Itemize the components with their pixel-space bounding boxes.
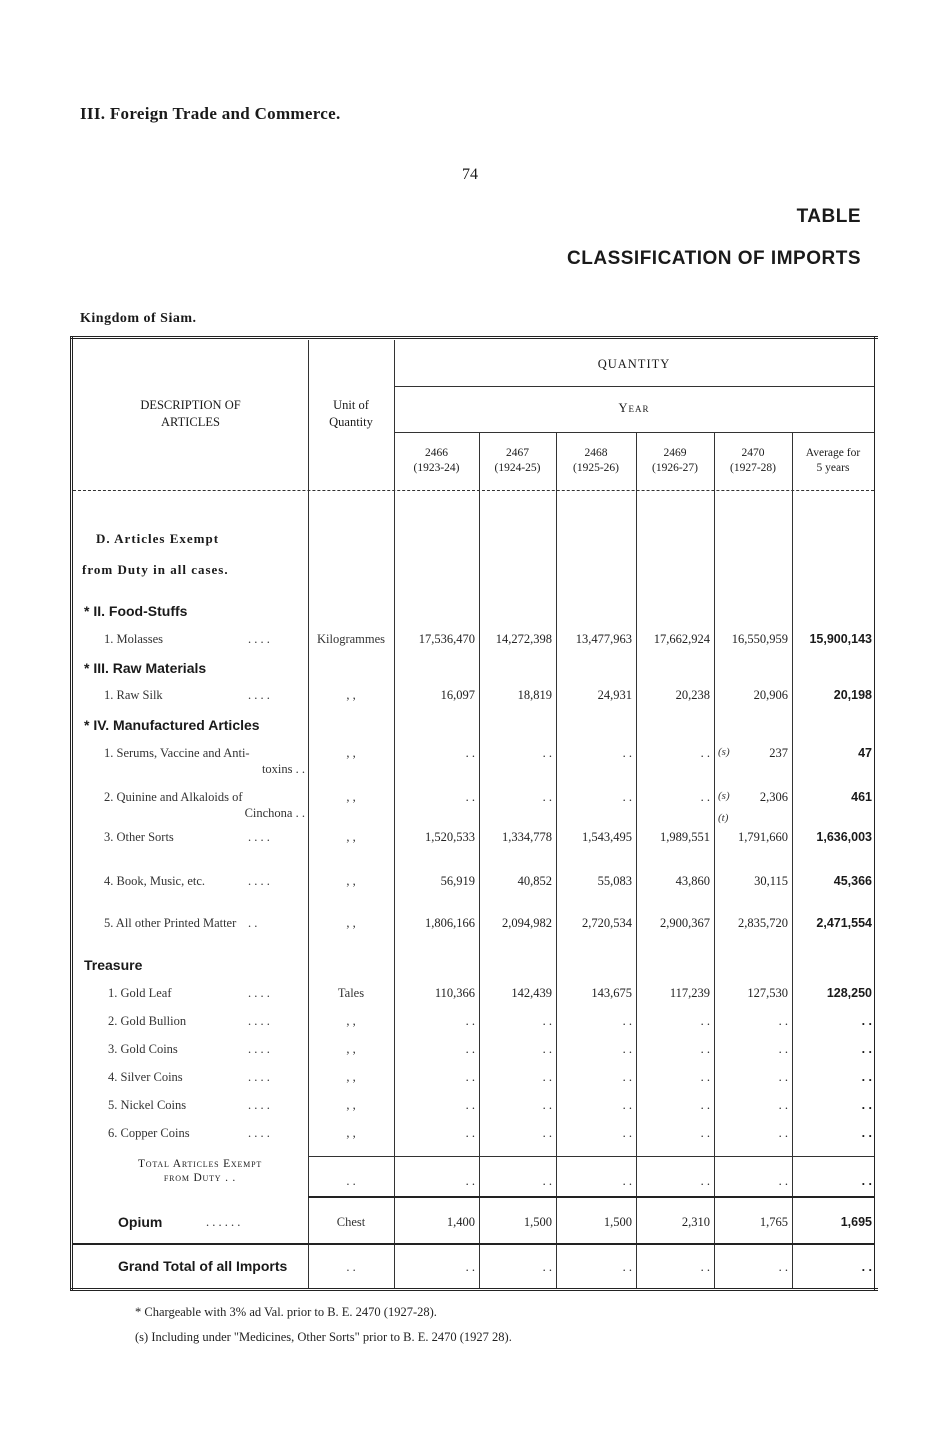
row-dots: . . . . — [248, 1042, 270, 1056]
row-value: 18,819 — [517, 688, 552, 702]
row-value: 1,334,778 — [502, 830, 552, 844]
year-be: 2470 — [741, 447, 765, 459]
row-value: . . — [465, 746, 475, 760]
unit-header-line: Quantity — [329, 415, 373, 429]
total-exempt-value: . . — [622, 1174, 632, 1188]
row-label: 4. Silver Coins — [108, 1070, 183, 1084]
year-ad: (1927-28) — [730, 462, 776, 474]
row-value: . . — [700, 1070, 710, 1084]
row-label: 3. Other Sorts — [104, 830, 174, 844]
row-dots: . . . . — [248, 1070, 270, 1084]
row-average: 1,636,003 — [816, 830, 872, 844]
row-average: 15,900,143 — [809, 632, 872, 646]
row-label: 5. All other Printed Matter — [104, 916, 237, 930]
col-separator — [792, 432, 793, 1288]
raw-materials-heading: * III. Raw Materials — [84, 660, 207, 676]
year-column-header — [556, 446, 636, 476]
description-header-line: ARTICLES — [161, 415, 220, 429]
row-footnote-mark: (s) — [718, 746, 730, 758]
row-value: . . — [700, 1126, 710, 1140]
row-value: . . — [542, 790, 552, 804]
col-separator — [556, 432, 557, 1288]
row-value: . . — [542, 1126, 552, 1140]
year-header: Year — [618, 401, 650, 415]
row-average: 128,250 — [826, 986, 872, 1000]
row-dots: . . . . — [248, 830, 270, 844]
row-value: 17,536,470 — [418, 632, 475, 646]
row-unit: , , — [346, 1098, 356, 1112]
row-value: . . — [542, 1098, 552, 1112]
total-exempt-value: . . — [465, 1174, 475, 1188]
row-value: . . — [622, 790, 632, 804]
footnote-including: (s) Including under "Medicines, Other Sorts" prior to B. E. 2470 (1927 28). — [135, 1330, 512, 1344]
row-footnote-mark: (s) — [718, 790, 730, 802]
section-title: III. Foreign Trade and Commerce. — [80, 104, 341, 123]
section-d-heading: D. Articles Exempt — [96, 531, 220, 546]
grand-total-value: . . — [700, 1260, 710, 1274]
row-value: . . — [778, 1014, 788, 1028]
grand-total-label: Grand Total of all Imports — [118, 1258, 288, 1274]
opium-dots: . . . . . . — [206, 1215, 241, 1229]
year-be: 2469 — [663, 447, 687, 459]
col-separator — [308, 340, 309, 1288]
row-value: . . — [542, 1042, 552, 1056]
row-value: 40,852 — [517, 874, 552, 888]
row-average: . . — [861, 1070, 872, 1084]
row-value: 14,272,398 — [495, 632, 552, 646]
average-header-line: 5 years — [816, 462, 850, 474]
row-label: 1. Serums, Vaccine and Anti- — [104, 746, 250, 760]
row-value: . . — [542, 1070, 552, 1084]
year-column-header — [714, 446, 792, 476]
row-value: . . — [778, 1042, 788, 1056]
row-value: . . — [622, 1098, 632, 1112]
header-rule — [394, 432, 874, 433]
row-value: 1,806,166 — [425, 916, 475, 930]
row-label: 4. Book, Music, etc. — [104, 874, 206, 888]
row-value: . . — [622, 1070, 632, 1084]
row-unit: , , — [346, 1070, 356, 1084]
row-dots: . . . . — [248, 688, 270, 702]
row-value: . . — [465, 1014, 475, 1028]
grand-total-unit: . . — [346, 1260, 356, 1274]
row-value: . . — [700, 746, 710, 760]
row-average: 20,198 — [833, 688, 872, 702]
row-average: . . — [861, 1126, 872, 1140]
year-ad: (1925-26) — [573, 462, 619, 474]
table-left-rule — [70, 336, 73, 1291]
row-unit: , , — [346, 916, 356, 930]
total-rule — [308, 1156, 874, 1157]
total-exempt-label — [100, 1157, 300, 1185]
table-label: TABLE — [796, 206, 861, 227]
col-separator — [636, 432, 637, 1288]
row-value: 1,791,660 — [738, 830, 788, 844]
row-value: . . — [622, 1042, 632, 1056]
row-value: . . — [778, 1098, 788, 1112]
row-value: 20,906 — [753, 688, 788, 702]
row-value: . . — [465, 790, 475, 804]
row-value: 43,860 — [675, 874, 710, 888]
row-value: . . — [465, 1126, 475, 1140]
row-value: . . — [465, 1042, 475, 1056]
year-be: 2467 — [506, 447, 529, 459]
row-average: 461 — [851, 790, 872, 804]
year-column-header — [479, 446, 556, 476]
row-value: . . — [700, 790, 710, 804]
row-value: 117,239 — [669, 986, 710, 1000]
row-value: . . — [700, 1014, 710, 1028]
total-exempt-unit: . . — [346, 1174, 356, 1188]
row-value: 2,720,534 — [582, 916, 632, 930]
average-header — [792, 446, 874, 476]
row-value: . . — [465, 1070, 475, 1084]
row-value: 1,989,551 — [660, 830, 710, 844]
opium-rule — [73, 1243, 874, 1245]
opium-value: 2,310 — [681, 1215, 710, 1229]
row-value: 16,097 — [440, 688, 475, 702]
row-label: 6. Copper Coins — [108, 1126, 190, 1140]
row-dots: . . . . — [248, 1014, 270, 1028]
row-value: 16,550,959 — [731, 632, 788, 646]
opium-value: 1,500 — [603, 1215, 632, 1229]
description-header — [73, 397, 308, 431]
year-ad: (1923-24) — [413, 462, 460, 474]
year-ad: (1924-25) — [494, 462, 541, 474]
row-label: 1. Gold Leaf — [108, 986, 172, 1000]
row-value: 143,675 — [591, 986, 632, 1000]
row-unit: , , — [346, 688, 356, 702]
row-value: . . — [622, 1014, 632, 1028]
grand-total-value: . . — [542, 1260, 552, 1274]
row-unit: Kilogrammes — [316, 632, 386, 646]
grand-total-average: . . — [861, 1260, 872, 1274]
table-bottom-rule — [70, 1288, 878, 1291]
row-average: . . — [861, 1042, 872, 1056]
year-column-header — [636, 446, 714, 476]
page-number: 74 — [462, 166, 478, 183]
row-value: . . — [622, 746, 632, 760]
year-column-header — [394, 446, 479, 476]
row-dots: . . . . — [248, 1126, 270, 1140]
col-separator — [714, 432, 715, 1288]
header-rule — [73, 490, 874, 491]
table-top-rule — [70, 336, 878, 339]
grand-total-value: . . — [622, 1260, 632, 1274]
row-unit: , , — [346, 874, 356, 888]
row-label-continued: Cinchona . . — [244, 806, 305, 820]
col-separator — [479, 432, 480, 1288]
year-ad: (1926-27) — [652, 462, 698, 474]
row-value: 142,439 — [511, 986, 552, 1000]
grand-total-value: . . — [778, 1260, 788, 1274]
food-stuffs-heading: * II. Food-Stuffs — [84, 603, 188, 619]
manufactured-articles-heading: * IV. Manufactured Articles — [84, 717, 260, 733]
total-exempt-line: from Duty . . — [163, 1172, 237, 1184]
row-value: 20,238 — [675, 688, 710, 702]
total-exempt-line: Total Articles Exempt — [137, 1158, 263, 1170]
row-average: 45,366 — [833, 874, 872, 888]
year-be: 2466 — [425, 447, 448, 459]
row-unit: , , — [346, 1126, 356, 1140]
row-dots: . . . . — [248, 632, 270, 646]
row-value: 24,931 — [597, 688, 632, 702]
row-unit: , , — [346, 1014, 356, 1028]
total-exempt-value: . . — [778, 1174, 788, 1188]
row-value: . . — [622, 1126, 632, 1140]
opium-average: 1,695 — [840, 1215, 872, 1229]
quantity-header: QUANTITY — [597, 357, 671, 371]
total-exempt-average: . . — [861, 1174, 872, 1188]
opium-value: 1,765 — [759, 1215, 788, 1229]
description-header-line: DESCRIPTION OF — [140, 398, 241, 412]
row-label: 2. Gold Bullion — [108, 1014, 187, 1028]
row-value: . . — [778, 1070, 788, 1084]
row-value: 2,094,982 — [502, 916, 552, 930]
row-label: 1. Molasses — [104, 632, 164, 646]
row-value: 2,835,720 — [738, 916, 788, 930]
row-value: 1,520,533 — [425, 830, 475, 844]
average-header-line: Average for — [805, 447, 861, 459]
row-value: . . — [778, 1126, 788, 1140]
opium-value: 1,500 — [523, 1215, 552, 1229]
col-separator — [394, 340, 395, 1288]
total-rule — [308, 1196, 874, 1198]
table-right-rule — [874, 336, 875, 1291]
row-dots: . . . . — [248, 874, 270, 888]
row-dots: . . — [248, 916, 258, 930]
row-label: 1. Raw Silk — [104, 688, 163, 702]
row-value: 13,477,963 — [575, 632, 632, 646]
row-value: 56,919 — [440, 874, 475, 888]
total-exempt-value: . . — [542, 1174, 552, 1188]
row-value: 2,306 — [759, 790, 788, 804]
row-label: 5. Nickel Coins — [108, 1098, 187, 1112]
table-title: CLASSIFICATION OF IMPORTS — [567, 248, 861, 269]
row-label: 2. Quinine and Alkaloids of — [104, 790, 243, 804]
opium-value: 1,400 — [446, 1215, 475, 1229]
row-unit: , , — [346, 746, 356, 760]
year-be: 2468 — [584, 447, 608, 459]
row-value: 237 — [769, 746, 788, 760]
row-label-continued: toxins . . — [261, 762, 305, 776]
row-value: 2,900,367 — [660, 916, 710, 930]
opium-label: Opium — [118, 1214, 163, 1230]
row-unit: Tales — [337, 986, 365, 1000]
row-value: 17,662,924 — [653, 632, 710, 646]
row-average: . . — [861, 1098, 872, 1112]
row-average: 47 — [858, 746, 872, 760]
row-value: . . — [542, 1014, 552, 1028]
unit-header-line: Unit of — [333, 398, 369, 412]
section-d-heading: from Duty in all cases. — [82, 562, 229, 577]
header-rule — [394, 386, 874, 387]
row-unit: , , — [346, 1042, 356, 1056]
kingdom-label: Kingdom of Siam. — [80, 311, 197, 326]
row-value: 127,530 — [747, 986, 788, 1000]
row-value: 110,366 — [434, 986, 475, 1000]
total-exempt-value: . . — [700, 1174, 710, 1188]
row-value: 1,543,495 — [582, 830, 632, 844]
row-average: . . — [861, 1014, 872, 1028]
imports-table — [70, 336, 878, 1293]
row-average: 2,471,554 — [816, 916, 872, 930]
row-unit: , , — [346, 830, 356, 844]
row-value: 55,083 — [597, 874, 632, 888]
unit-header — [308, 397, 394, 431]
row-label: 3. Gold Coins — [108, 1042, 178, 1056]
treasure-heading: Treasure — [84, 957, 143, 973]
row-value: . . — [700, 1098, 710, 1112]
row-value: . . — [542, 746, 552, 760]
row-footnote-mark: (t) — [718, 812, 729, 824]
row-dots: . . . . — [248, 986, 270, 1000]
row-unit: , , — [346, 790, 356, 804]
row-dots: . . . . — [248, 1098, 270, 1112]
grand-total-value: . . — [465, 1260, 475, 1274]
row-value: 30,115 — [754, 874, 788, 888]
footnote-chargeable: * Chargeable with 3% ad Val. prior to B. E. 2470 (1927-28). — [135, 1305, 437, 1319]
row-value: . . — [465, 1098, 475, 1112]
row-value: . . — [700, 1042, 710, 1056]
opium-unit: Chest — [336, 1215, 366, 1229]
